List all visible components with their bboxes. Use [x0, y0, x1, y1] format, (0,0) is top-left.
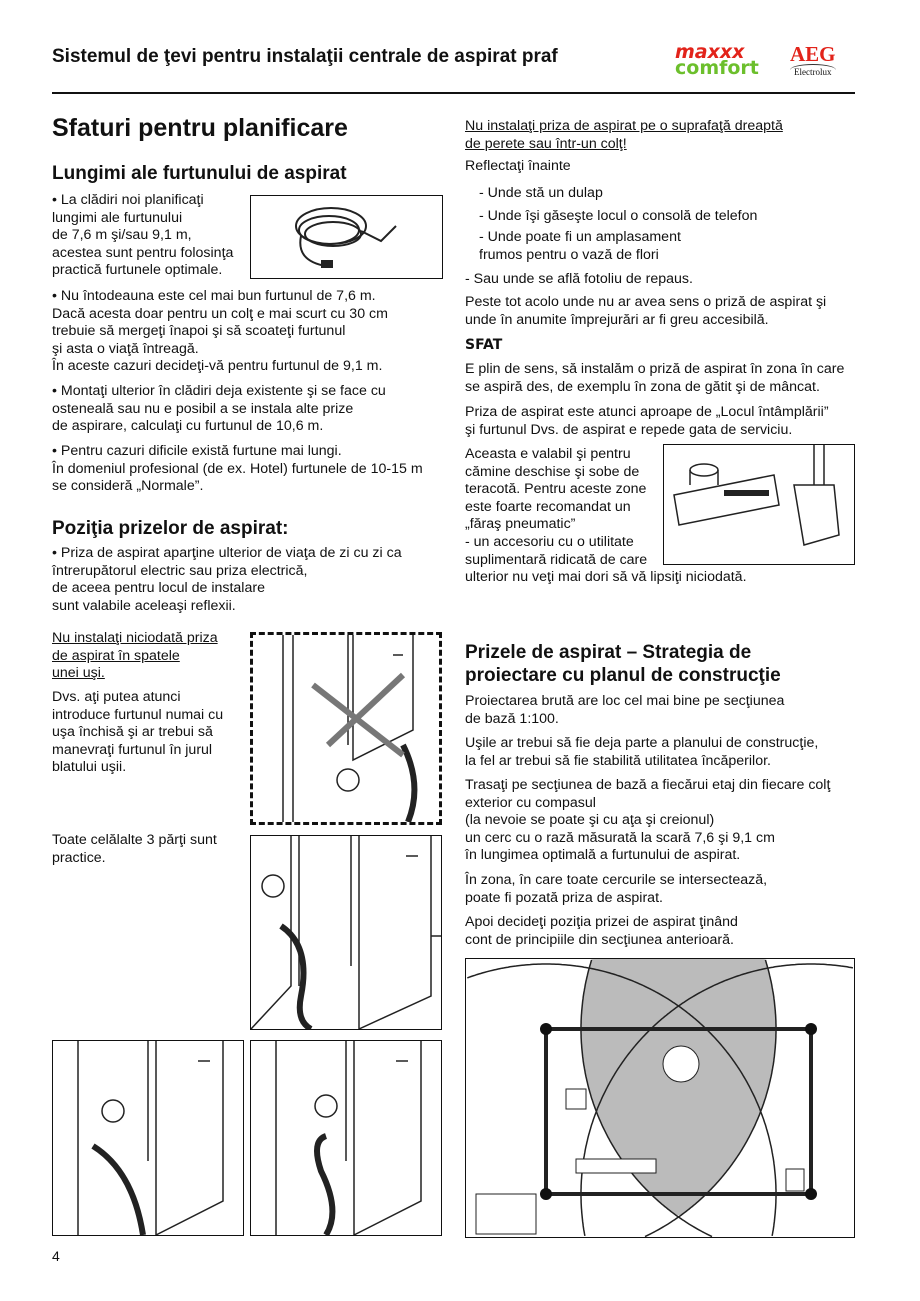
text-line: se consideră „Normale”. [52, 478, 204, 495]
text-line: uşa închisă şi ar trebui să [52, 724, 213, 741]
door-correct-illustration-3 [250, 1040, 442, 1236]
text-line: ulterior nu veţi mai dori să vă lipsiţi niciodată. [465, 569, 747, 586]
text-line: • Nu întodeauna este cel mai bun furtunul de 7,6 m. [52, 288, 376, 304]
hose-reach-overlap-area [581, 959, 776, 1215]
text-line: de aspirat în spatele [52, 647, 180, 664]
text-line: practică furtunele optimale. [52, 262, 223, 279]
page-number: 4 [52, 1248, 60, 1264]
text-line: unde în anumite împrejurări ar fi greu accesibilă. [465, 311, 769, 328]
text-line: proiectare cu planul de construcţie [465, 665, 781, 686]
paragraph [52, 383, 386, 436]
door-correct-illustration-2 [52, 1040, 244, 1236]
paragraph [52, 192, 233, 280]
text-line: Toate celălalte 3 părţi sunt [52, 832, 217, 848]
text-line: Trasaţi pe secţiunea de bază a fiecărui etaj din fiecare colţ [465, 777, 831, 793]
text-line: unei uşi. [52, 665, 105, 682]
text-line: de bază 1:100. [465, 710, 559, 727]
paragraph: Reflectaţi înainte [465, 158, 571, 174]
text-line: un cerc cu o rază măsurată la scară 7,6 şi 9,1 cm [465, 829, 775, 846]
list-item: - Sau unde se află fotoliu de repaus. [465, 271, 693, 287]
text-line: trebuie să mergeţi înapoi şi să scoateţi furtunul [52, 323, 346, 340]
text-line: Peste tot acolo unde nu ar avea sens o priză de aspirat şi [465, 294, 827, 310]
text-line: În zona, în care toate cercurile se intersectează, [465, 872, 768, 888]
text-line: • Priza de aspirat aparţine ulterior de viaţa de zi cu zi ca [52, 545, 402, 561]
text-line: Aceasta e valabil şi pentru [465, 446, 631, 462]
paragraph [465, 361, 844, 396]
text-line: practice. [52, 849, 106, 866]
paragraph [52, 443, 423, 496]
text-line: Priza de aspirat este atunci aproape de „Locul întâmplării” [465, 404, 829, 420]
section-heading-strategy [465, 641, 781, 687]
paragraph [465, 914, 738, 949]
text-line: de aceea pentru locul de instalare [52, 580, 265, 597]
list [465, 182, 757, 264]
section-heading-outlet-position: Poziţia prizelor de aspirat: [52, 518, 289, 539]
warning-paragraph [465, 118, 783, 153]
paragraph [52, 689, 223, 777]
paragraph [465, 735, 818, 770]
list-item: frumos pentru o vază de flori [479, 247, 659, 263]
text-line: şi asta o viaţă întreagă. [52, 340, 199, 357]
text-line: (la nevoie se poate şi cu aţa şi creionul) [465, 812, 715, 829]
list-item: - Unde poate fi un amplasament [479, 229, 681, 245]
paragraph [465, 777, 830, 865]
text-line: acestea sunt pentru folosinţa [52, 244, 234, 261]
text-line: poate fi pozată priza de aspirat. [465, 889, 663, 906]
text-line: sunt valabile aceleaşi reflexii. [52, 597, 236, 614]
text-line: Dvs. aţi putea atunci [52, 689, 181, 705]
paragraph [465, 294, 826, 329]
door-wrong-illustration [250, 632, 442, 825]
text-line: este foarte recomandat un [465, 498, 631, 515]
text-line: E plin de sens, să instalăm o priză de aspirat în zona în care [465, 361, 845, 377]
text-line: Proiectarea brută are loc cel mai bine pe secţiunea [465, 693, 785, 709]
text-line: la fel ar trebui să fie stabilită utilitatea încăperilor. [465, 752, 771, 769]
hose-reach-arc [772, 1194, 776, 1236]
floor-plan-illustration [465, 958, 855, 1238]
text-line: cont de principiile din secţiunea anterioară. [465, 931, 734, 948]
text-line: Nu instalaţi niciodată priza [52, 630, 218, 646]
text-line: Dacă acesta doar pentru un colţ e mai scurt cu 30 cm [52, 305, 388, 322]
text-line: • Pentru cazuri dificile există furtune mai lungi. [52, 443, 342, 459]
text-line: cămine deschise şi sobe de [465, 463, 640, 480]
text-line: introduce furtunul numai cu [52, 706, 224, 723]
text-line: • Montaţi ulterior în clădiri deja existente şi se face cu [52, 383, 386, 399]
text-line: de aspirare, calculaţi cu furtunul de 10,6 m. [52, 418, 324, 435]
warning-paragraph [52, 630, 218, 683]
text-line: Prizele de aspirat – Strategia de [465, 642, 752, 663]
text-line: • La clădiri noi planificaţi [52, 192, 204, 208]
paragraph [52, 545, 402, 615]
pneumatic-dustpan-illustration [663, 444, 855, 565]
text-line: „făraş pneumatic” [465, 516, 576, 533]
text-line: se aspiră des, de exemplu în zona de gătit şi de mâncat. [465, 378, 820, 395]
tip-label: SFAT [465, 337, 503, 353]
text-line: În aceste cazuri decideţi-vă pentru furtunul de 9,1 m. [52, 358, 383, 375]
text-line: şi furtunul Dvs. de aspirat e repede gata de serviciu. [465, 421, 793, 438]
text-line: Apoi decideţi poziţia prizei de aspirat ţinând [465, 914, 738, 930]
page-title: Sfaturi pentru planificare [52, 114, 348, 142]
text-line: întrerupătorul electric sau priza electrică, [52, 562, 308, 579]
door-correct-illustration-1 [250, 835, 442, 1030]
list-item: - Unde stă un dulap [479, 185, 603, 201]
text-line: în lungimea optimală a furtunului de aspirat. [465, 847, 741, 864]
paragraph [52, 288, 388, 376]
text-line: Uşile ar trebui să fie deja parte a planului de construcţie, [465, 735, 819, 751]
section-heading-hose-lengths: Lungimi ale furtunului de aspirat [52, 163, 347, 184]
aeg-electrolux-logo: AEG Electrolux [790, 42, 836, 77]
paragraph [52, 832, 217, 867]
maxxx-comfort-logo: maxxx comfort [675, 41, 759, 79]
text-line: lungimi ale furtunului [52, 209, 183, 226]
text-line: Nu instalaţi priza de aspirat pe o suprafaţă dreaptă [465, 118, 783, 134]
text-line: - un accesoriu cu o utilitate [465, 533, 634, 550]
paragraph [465, 872, 767, 907]
paragraph [465, 693, 784, 728]
running-header: Sistemul de ţevi pentru instalaţii centrale de aspirat praf [52, 46, 558, 67]
text-line: suplimentară ridicată de care [465, 551, 648, 568]
paragraph [465, 404, 829, 439]
text-line: În domeniul profesional (de ex. Hotel) furtunele de 10-15 m [52, 460, 423, 477]
text-line: exterior cu compasul [465, 794, 596, 811]
header-rule [52, 92, 855, 94]
text-line: de 7,6 m şi/sau 9,1 m, [52, 227, 192, 244]
text-line: manevraţi furtunul în jurul [52, 741, 213, 758]
text-line: de perete sau într-un colţ! [465, 135, 627, 152]
hose-illustration [250, 195, 443, 279]
list-item: - Unde îşi găseşte locul o consolă de telefon [479, 208, 758, 224]
text-line: teracotă. Pentru aceste zone [465, 481, 647, 498]
text-line: osteneală sau nu e posibil a se instala alte prize [52, 400, 354, 417]
text-line: blatului uşii. [52, 759, 127, 776]
